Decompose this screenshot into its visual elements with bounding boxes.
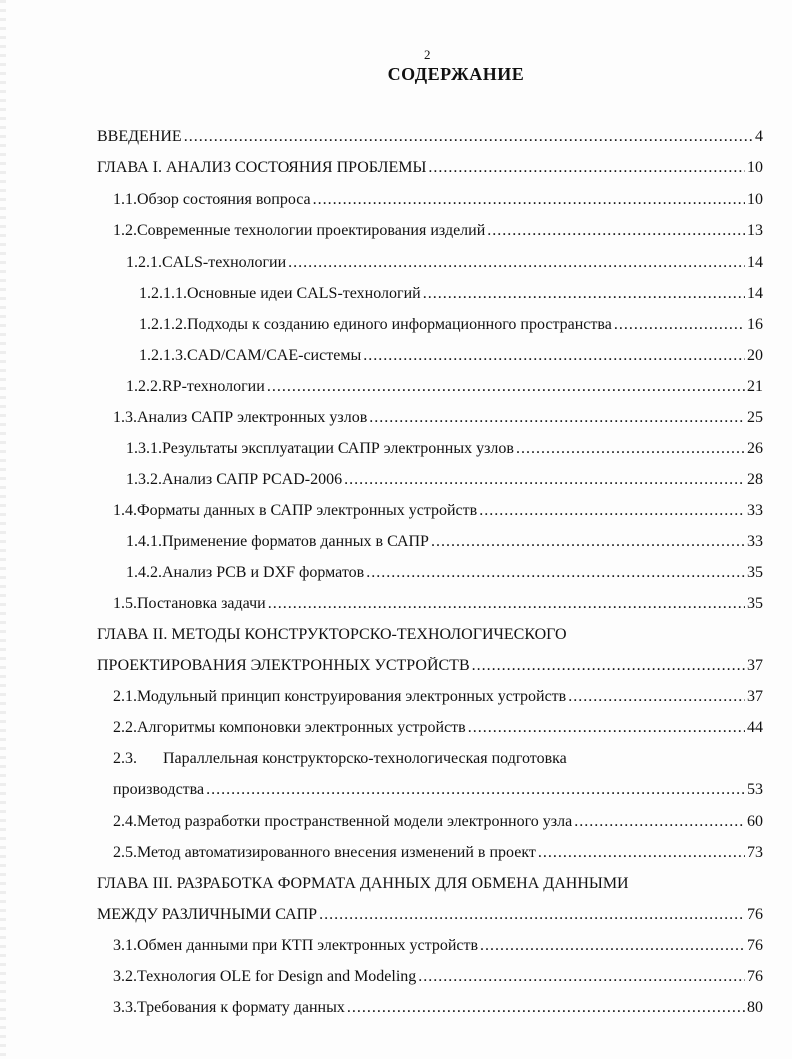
toc-entry-title: Форматы данных в САПР электронных устройств xyxy=(137,502,478,519)
toc-entry-number: 2.3. xyxy=(113,750,137,767)
toc-page-number: 14 xyxy=(747,254,763,271)
toc-leader-dots xyxy=(268,595,745,613)
toc-page-number: 33 xyxy=(747,533,763,550)
toc-entry-number: 2.5. xyxy=(113,844,137,861)
toc-entry-number: 1.5. xyxy=(113,595,137,612)
toc-leader-dots xyxy=(206,781,745,799)
toc-page-number: 76 xyxy=(747,968,763,985)
toc-page-number: 26 xyxy=(747,440,763,457)
toc-entry-2-2 xyxy=(113,719,763,743)
toc-entry-title: Применение форматов данных в САПР xyxy=(162,533,429,550)
toc-entry-1-4-2 xyxy=(126,564,763,588)
toc-page-number: 53 xyxy=(747,781,763,798)
toc-entry-1-2-2 xyxy=(126,378,763,402)
toc-entry-1-3-2 xyxy=(126,471,763,495)
toc-page-number: 21 xyxy=(747,378,763,395)
toc-entry-title: Обзор состояния вопроса xyxy=(137,191,311,208)
toc-entry-title: CAD/CAM/CAE-системы xyxy=(187,347,362,364)
toc-leader-dots xyxy=(538,844,745,862)
toc-entry-3-3 xyxy=(113,999,763,1023)
toc-entry-title: ГЛАВА II. МЕТОДЫ КОНСТРУКТОРСКО-ТЕХНОЛОГИЧЕСКОГО xyxy=(97,626,567,643)
toc-leader-dots xyxy=(423,285,745,303)
toc-entry-3-1 xyxy=(113,937,763,961)
toc-entry-title: Подходы к созданию единого информационного пространства xyxy=(187,316,612,333)
toc-leader-dots xyxy=(319,906,745,924)
toc-leader-dots xyxy=(313,191,745,209)
toc-leader-dots xyxy=(428,159,745,177)
toc-page-number: 44 xyxy=(747,719,763,736)
toc-entry-number: 1.4.1. xyxy=(126,533,162,550)
toc-leader-dots xyxy=(472,657,745,675)
toc-entry-2-5 xyxy=(113,844,763,868)
toc-leader-dots xyxy=(574,813,745,831)
toc-entry-2-4 xyxy=(113,813,763,837)
page-title: СОДЕРЖАНИЕ xyxy=(387,64,525,84)
toc-page-number: 80 xyxy=(747,999,763,1016)
toc-entry-title: Метод разработки пространственной модели электронного узла xyxy=(137,813,573,830)
toc-entry-title: Основные идеи CALS-технологий xyxy=(187,285,421,302)
toc-entry-number: 1.2.1. xyxy=(126,254,162,271)
toc-entry-title: Результаты эксплуатации САПР электронных узлов xyxy=(162,440,514,457)
toc-entry-number: 2.2. xyxy=(113,719,137,736)
toc-leader-dots xyxy=(418,968,745,986)
toc-entry-title: Постановка задачи xyxy=(137,595,266,612)
toc-entry-title: RP-технологии xyxy=(162,378,265,395)
toc-entry-number: 1.2.1.2. xyxy=(139,316,187,333)
toc-page-number: 76 xyxy=(747,906,763,923)
toc-entry-introduction xyxy=(97,128,763,152)
toc-page-number: 60 xyxy=(747,813,763,830)
toc-entry-number: 1.2.1.1. xyxy=(139,285,187,302)
toc-leader-dots xyxy=(369,409,745,427)
toc-page-number: 13 xyxy=(747,222,763,239)
toc-entry-1-3-1 xyxy=(126,440,763,464)
toc-entry-title: МЕЖДУ РАЗЛИЧНЫМИ САПР xyxy=(97,906,318,923)
toc-entry-number: 1.2.2. xyxy=(126,378,162,395)
toc-entry-number: 3.2. xyxy=(113,968,137,985)
toc-leader-dots xyxy=(347,999,745,1017)
toc-entry-number: 1.2.1.3. xyxy=(139,347,187,364)
toc-entry-1-2-1 xyxy=(126,254,763,278)
toc-page-number: 28 xyxy=(747,471,763,488)
toc-page-number: 14 xyxy=(747,285,763,302)
toc-leader-dots xyxy=(344,471,745,489)
toc-entry-1-1 xyxy=(113,191,763,215)
toc-entry-1-2-1-1 xyxy=(139,285,763,309)
toc-entry-3-2 xyxy=(113,968,763,992)
toc-entry-2-3-line-1 xyxy=(113,750,763,774)
toc-leader-dots xyxy=(184,128,753,146)
toc-entry-title: ПРОЕКТИРОВАНИЯ ЭЛЕКТРОННЫХ УСТРОЙСТВ xyxy=(97,657,470,674)
toc-entry-chapter-3-line-2 xyxy=(97,906,763,930)
toc-page-number: 73 xyxy=(747,844,763,861)
toc-entry-1-4-1 xyxy=(126,533,763,557)
toc-entry-chapter-2-line-2 xyxy=(97,657,763,681)
toc-entry-title: Анализ САПР PCAD-2006 xyxy=(162,471,343,488)
toc-entry-title: Параллельная конструкторско-технологическая подготовка xyxy=(163,750,567,767)
toc-entry-number: 1.4.2. xyxy=(126,564,162,581)
toc-entry-title: Анализ САПР электронных узлов xyxy=(137,409,368,426)
toc-leader-dots xyxy=(288,254,745,272)
toc-entry-number: 1.4. xyxy=(113,502,137,519)
toc-entry-title: CALS-технологии xyxy=(162,254,287,271)
toc-entry-title: ГЛАВА I. АНАЛИЗ СОСТОЯНИЯ ПРОБЛЕМЫ xyxy=(97,159,427,176)
toc-page-number: 4 xyxy=(755,128,763,145)
toc-page-number: 33 xyxy=(747,502,763,519)
toc-leader-dots xyxy=(363,347,745,365)
toc-entry-title: Анализ PCB и DXF форматов xyxy=(162,564,365,581)
toc-entry-title: ВВЕДЕНИЕ xyxy=(97,128,182,145)
toc-entry-2-3-line-2 xyxy=(113,781,763,805)
toc-page-number: 25 xyxy=(747,409,763,426)
toc-entry-number: 1.1. xyxy=(113,191,137,208)
toc-entry-1-2-1-3 xyxy=(139,347,763,371)
toc-entry-title: Современные технологии проектирования изделий xyxy=(137,222,486,239)
toc-entry-number: 3.1. xyxy=(113,937,137,954)
toc-leader-dots xyxy=(614,316,745,334)
toc-entry-number: 1.3.2. xyxy=(126,471,162,488)
toc-page-number: 37 xyxy=(747,657,763,674)
toc-entry-title: производства xyxy=(113,781,205,798)
toc-entry-title: Технология OLE for Design and Modeling xyxy=(137,968,417,985)
toc-page-number: 10 xyxy=(747,159,763,176)
toc-page-number: 20 xyxy=(747,347,763,364)
page-number: 2 xyxy=(424,47,431,62)
toc-entry-1-2-1-2 xyxy=(139,316,763,340)
toc-entry-1-5 xyxy=(113,595,763,619)
toc-entry-number: 1.3.1. xyxy=(126,440,162,457)
toc-leader-dots xyxy=(516,440,745,458)
toc-entry-number: 1.3. xyxy=(113,409,137,426)
toc-leader-dots xyxy=(487,222,745,240)
toc-entry-number: 2.1. xyxy=(113,688,137,705)
toc-page-number: 10 xyxy=(747,191,763,208)
toc-entry-title: Метод автоматизированного внесения изменений в проект xyxy=(137,844,536,861)
toc-leader-dots xyxy=(468,719,745,737)
toc-entry-1-3 xyxy=(113,409,763,433)
toc-leader-dots xyxy=(568,688,745,706)
toc-leader-dots xyxy=(480,937,745,955)
toc-entry-title: Требования к формату данных xyxy=(137,999,345,1016)
toc-entry-chapter-3-line-1 xyxy=(97,875,763,899)
toc-entry-number: 1.2. xyxy=(113,222,137,239)
toc-entry-title: ГЛАВА III. РАЗРАБОТКА ФОРМАТА ДАННЫХ ДЛЯ ОБМЕНА ДАННЫМИ xyxy=(97,875,629,892)
toc-page-number: 35 xyxy=(747,595,763,612)
toc-entry-2-1 xyxy=(113,688,763,712)
toc-leader-dots xyxy=(267,378,745,396)
toc-entry-title: Обмен данными при КТП электронных устройств xyxy=(137,937,479,954)
toc-page-number: 76 xyxy=(747,937,763,954)
toc-entry-number: 3.3. xyxy=(113,999,137,1016)
toc-entry-number: 2.4. xyxy=(113,813,137,830)
toc-entry-1-4 xyxy=(113,502,763,526)
toc-page-number: 35 xyxy=(747,564,763,581)
toc-entry-title: Модульный принцип конструирования электронных устройств xyxy=(137,688,567,705)
toc-entry-title: Алгоритмы компоновки электронных устройств xyxy=(137,719,466,736)
toc-page-number: 37 xyxy=(747,688,763,705)
toc-leader-dots xyxy=(366,564,745,582)
toc-leader-dots xyxy=(479,502,745,520)
toc-entry-chapter-2-line-1 xyxy=(97,626,763,650)
toc-entry-chapter-1 xyxy=(97,159,763,183)
toc-leader-dots xyxy=(431,533,745,551)
toc-page-number: 16 xyxy=(747,316,763,333)
toc-entry-1-2 xyxy=(113,222,763,246)
